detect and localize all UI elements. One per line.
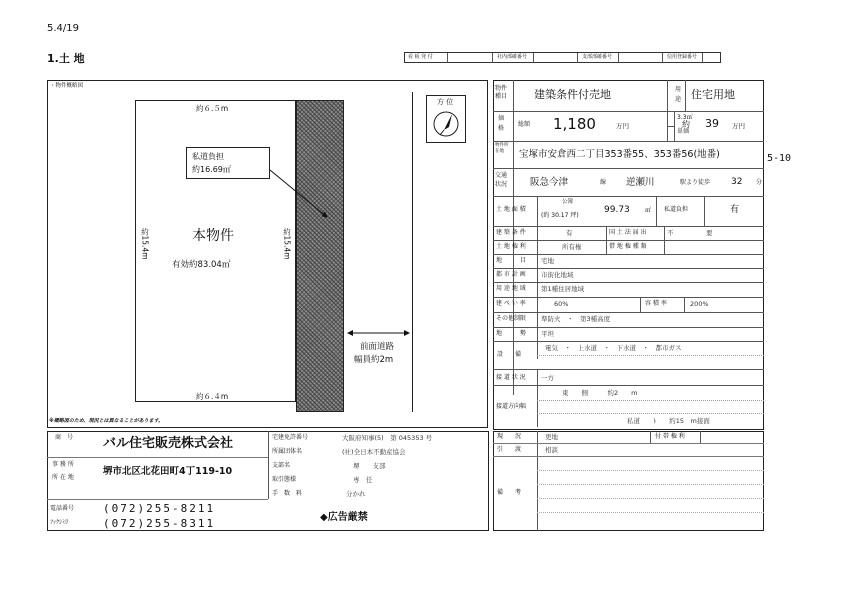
floor-area-ratio-value: 200% [690,300,709,308]
land-area-tsubo: (約 30.17 坪) [541,212,579,219]
other-restrictions-value: 準防火 ・ 第3種高度 [541,315,611,323]
map-note: ※概略図のため、現況とは異なることがあります。 [49,418,164,424]
transport-walk-value: 32 [731,177,743,187]
status-value: 更地 [545,433,558,441]
header-box-label: 支部部確番号 [582,54,613,60]
private-road-label: 私道負担 [192,152,224,161]
use-label: 用途 [675,86,682,103]
fee-value: 分かれ [346,490,366,498]
right-dimension: 約15.4m [282,228,292,260]
section-title: 1.土 地 [47,52,85,65]
land-rights-value: 所有権 [562,243,582,251]
license-label: 宅建免許番号 [272,434,309,441]
land-area-sub: 公簿 [562,199,574,205]
building-condition-label: 建 築 条 件 [496,229,526,236]
private-road-area: 約16.69㎡ [192,165,231,174]
unit-price-label-1: 3.3㎡ [677,114,693,121]
ad-notice: ◆広告厳禁 [320,512,368,523]
front-road-label: 前面道路 [360,342,395,352]
price-sub-label: 総額 [518,121,531,128]
top-dimension: 約６.５m [196,104,229,113]
zoning-value: 第1種住居地域 [541,285,585,293]
transport-walk-label: 駅より徒歩 [680,179,711,186]
ancillary-rights-label: 付 帯 権 利 [655,433,685,440]
transport-label: 交通状況 [495,172,508,188]
left-dimension: 約15.4m [140,228,150,260]
zoning-label: 用 途 地 域 [496,285,526,292]
terrain-value: 平坦 [541,330,554,338]
listing-table [493,80,764,430]
private-road-field-value: 有 [730,205,740,215]
unit-price-prefix: 約 [682,120,690,129]
price-value: 1,180 [553,115,596,133]
compass-label: 方 位 [437,98,454,106]
coverage-ratio-value: 60% [554,300,569,308]
fee-label: 手 数 料 [272,490,303,497]
road-direction-value-2: 私道 ﾄ 約15 m接面 [627,417,710,425]
land-act-value: 不 要 [667,229,713,237]
type-label: 物件種目 [495,85,508,101]
company-tel[interactable]: (072)255-8211 [103,502,216,515]
office-label-1: 事 務 所 [52,461,74,468]
branch-value: 堺 支部 [353,462,386,470]
transport-line: 阪急今津 [530,177,569,188]
land-act-label: 国 土 法 届 出 [609,229,647,236]
transport-line-suffix: 線 [600,179,607,186]
compass-box [426,95,466,143]
leasehold-type-label: 借 地 権 種 類 [609,243,647,250]
unit-price-label-2: 単価 [677,128,690,135]
type-value: 建築条件付売地 [534,88,611,101]
location-value: 宝塚市安倉西二丁目353番55、353番56(地番) [519,149,720,160]
bottom-dimension: 約６.４m [196,392,229,401]
location-label: 物件所在地 [495,143,509,155]
status-label: 現 況 [497,433,522,440]
header-box-label: 信用登録番号 [667,54,698,60]
tel-label: 電話番号 [50,505,75,512]
other-restrictions-label: その他制限 [496,315,527,322]
map-caption: ・物件概略図 [50,83,84,89]
deal-type-value: 専 任 [353,476,373,484]
north-arrow-icon [432,109,462,139]
header-box-label: 社内部確番号 [497,54,528,60]
terrain-label: 地 勢 [496,330,527,337]
land-rights-label: 土 地 権 利 [496,243,526,250]
company-fax: (072)255-8311 [103,517,216,530]
transport-station: 逆瀬川 [626,177,655,188]
association-label: 所属団体名 [272,448,303,455]
land-category-label: 地 目 [496,257,527,264]
facilities-value: 電気 ・ 上水道 ・ 下水道 ・ 都市ガス [545,344,682,352]
price-label: 価格 [498,115,505,132]
land-category-value: 宅地 [541,257,554,265]
road-access-label: 接 道 状 況 [496,374,526,381]
effective-area: 有効約83.04㎡ [172,260,231,270]
use-value: 住宅用地 [691,88,735,101]
road-direction-value-1: 東 側 約2 m [562,389,638,397]
office-label-2: 所 在 地 [52,474,74,481]
side-note: 5-10 [767,153,792,164]
unit-price-unit: 万円 [732,122,745,130]
callout-arrow [270,170,327,217]
company-address: 堺市北区北花田町4丁119-10 [103,466,233,477]
header-box-label: 看 板 発 付 [408,54,433,60]
date: 5.4/19 [47,23,79,34]
company-name: バル住宅販売株式会社 [103,436,234,451]
handover-label: 引 渡 [497,446,522,453]
building-condition-value: 有 [566,229,573,237]
coverage-ratio-label: 建 ぺ い 率 [496,300,526,307]
association-value: (社)全日本不動産協会 [342,448,406,456]
land-area-unit: ㎡ [645,207,652,214]
handover-value: 相談 [545,446,558,454]
deal-type-label: 取引態様 [272,476,297,483]
unit-price-value: 39 [705,117,719,130]
transport-walk-unit: 分 [756,179,763,186]
private-road-field-label: 私道負担 [664,206,689,213]
floor-area-ratio-label: 容 積 率 [645,300,667,307]
license-value: 大阪府知事(5) 第 045353 号 [342,434,433,442]
city-planning-value: 市街化地域 [541,271,574,279]
facilities-label: 設 備 [497,351,522,358]
land-area-value: 99.73 [604,205,630,215]
property-label: 本物件 [192,228,234,244]
front-road-width: 幅員約2m [354,355,394,365]
land-area-label: 土 地 面 積 [496,206,526,213]
status-panel [493,431,764,531]
road-access-value: 一方 [541,374,554,382]
trade-name-label: 商 号 [55,434,74,441]
city-planning-label: 都 市 計 画 [496,271,526,278]
fax-label: ﾌｧｸｼﾐﾘ [50,519,69,526]
price-unit: 万円 [616,122,629,130]
remarks-label: 備 考 [497,489,522,496]
road-direction-label: 接道方向幅 [496,403,527,410]
branch-label: 支部名 [272,462,291,469]
